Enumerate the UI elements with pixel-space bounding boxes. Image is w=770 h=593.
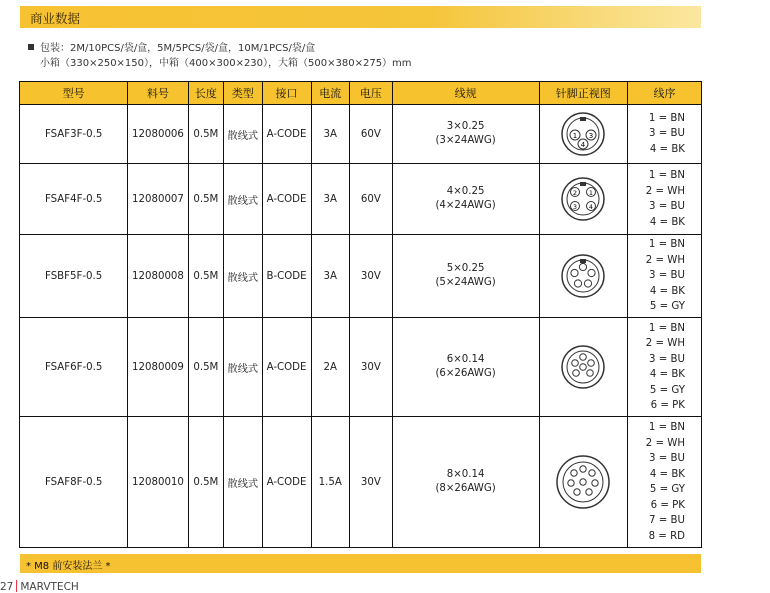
voltage-cell: 30V (350, 417, 393, 548)
wire-order-cell (628, 235, 702, 318)
wire-entry: 2 = WH (645, 254, 685, 266)
col-header: 型号 (20, 82, 128, 105)
wire-entry: 3 = BU (649, 353, 685, 365)
pin-5-icon (560, 253, 606, 299)
part-cell: 12080010 (128, 417, 188, 548)
wire-entry: 1 = BN (648, 112, 685, 124)
gauge-cell (392, 417, 539, 548)
pin-diagram-cell (539, 164, 628, 235)
voltage-cell: 30V (350, 235, 393, 318)
gauge-awg: (6×26AWG) (435, 368, 496, 379)
part-cell: 12080008 (128, 235, 188, 318)
brand-name: MARVTECH (20, 581, 79, 593)
section-title: 商业数据 (30, 11, 81, 26)
current-cell: 2A (311, 318, 350, 417)
wire-entry: 1 = BN (648, 422, 685, 433)
table-row (20, 105, 702, 164)
wire-entry: 2 = WH (645, 338, 685, 349)
voltage-cell: 60V (350, 105, 393, 164)
wire-entry: 1 = BN (648, 239, 685, 251)
model-cell: FSBF5F-0.5 (20, 235, 128, 318)
table-header-row (20, 82, 702, 105)
model-cell: FSAF6F-0.5 (20, 318, 128, 417)
footer-note-bar (20, 554, 701, 573)
current-cell: 3A (311, 105, 350, 164)
length-cell: 0.5M (188, 318, 223, 417)
gauge-value: 5×0.25 (446, 263, 485, 274)
gauge-awg: (3×24AWG) (435, 135, 496, 146)
wire-entry: 3 = BU (649, 201, 685, 212)
model-cell: FSAF3F-0.5 (20, 105, 128, 164)
type-cell: 散线式 (224, 417, 263, 548)
length-cell: 0.5M (188, 105, 223, 164)
wire-entry: 5 = GY (649, 384, 685, 396)
wire-entry: 6 = PK (650, 400, 685, 411)
length-cell: 0.5M (188, 164, 223, 235)
gauge-cell (392, 105, 539, 164)
pin-diagram-cell (539, 235, 628, 318)
col-header: 线规 (392, 82, 539, 105)
pin-label: 2 (573, 189, 578, 197)
wire-entry: 3 = BU (649, 270, 685, 282)
wire-order-cell (628, 164, 702, 235)
gauge-awg: (8×26AWG) (435, 483, 496, 494)
col-header: 料号 (128, 82, 188, 105)
pin-label: 3 (573, 203, 578, 211)
interface-cell: A-CODE (262, 105, 311, 164)
type-cell: 散线式 (224, 105, 263, 164)
pin-label: 1 (589, 189, 594, 197)
wire-entry: 4 = BK (649, 216, 685, 228)
part-cell: 12080007 (128, 164, 188, 235)
current-cell: 1.5A (311, 417, 350, 548)
col-header: 线序 (628, 82, 702, 105)
pin-label: 1 (573, 132, 578, 140)
gauge-awg: (4×24AWG) (435, 200, 496, 211)
page-number: 27 (0, 581, 14, 593)
current-cell: 3A (311, 235, 350, 318)
voltage-cell: 60V (350, 164, 393, 235)
packaging-line1: 包装：2M/10PCS/袋/盒，5M/5PCS/袋/盒，10M/1PCS/袋/盒 (40, 43, 316, 54)
footer-note: * M8 前安装法兰 * (26, 561, 111, 572)
pin-diagram-cell (539, 105, 628, 164)
wire-entry: 2 = WH (645, 437, 685, 449)
col-header: 长度 (188, 82, 223, 105)
table-row (20, 164, 702, 235)
current-cell: 3A (311, 164, 350, 235)
type-cell: 散线式 (224, 235, 263, 318)
type-cell: 散线式 (224, 318, 263, 417)
pin-label: 4 (581, 141, 586, 149)
packaging-info (28, 41, 412, 71)
section-header (20, 6, 701, 28)
col-header: 接口 (262, 82, 311, 105)
col-header: 针脚正视图 (539, 82, 628, 105)
pin-label: 4 (589, 203, 594, 211)
voltage-cell: 30V (350, 318, 393, 417)
wire-order-cell (628, 318, 702, 417)
length-cell: 0.5M (188, 417, 223, 548)
gauge-value: 4×0.25 (446, 186, 485, 197)
interface-cell: A-CODE (262, 417, 311, 548)
packaging-line2: 小箱（330×250×150），中箱（400×300×230），大箱（500×380×275）mm (40, 58, 412, 69)
part-cell: 12080009 (128, 318, 188, 417)
gauge-awg: (5×24AWG) (435, 277, 496, 288)
wire-entry: 6 = PK (650, 499, 685, 511)
pin-label: 3 (589, 132, 594, 140)
gauge-cell (392, 164, 539, 235)
table-row (20, 235, 702, 318)
interface-cell: B-CODE (262, 235, 311, 318)
wire-entry: 5 = GY (649, 301, 685, 313)
pin-diagram-cell (539, 318, 628, 417)
gauge-value: 8×0.14 (446, 469, 485, 480)
wire-entry: 1 = BN (648, 170, 685, 181)
gauge-cell (392, 318, 539, 417)
interface-cell: A-CODE (262, 164, 311, 235)
interface-cell: A-CODE (262, 318, 311, 417)
wire-entry: 3 = BU (649, 453, 685, 464)
wire-entry: 4 = BK (649, 369, 685, 380)
pin-diagram-cell (539, 417, 628, 548)
wire-entry: 4 = BK (649, 468, 685, 480)
wire-order-cell (628, 417, 702, 548)
gauge-cell (392, 235, 539, 318)
table-row (20, 417, 702, 548)
model-cell: FSAF8F-0.5 (20, 417, 128, 548)
wire-entry: 5 = GY (649, 484, 685, 495)
col-header: 电压 (350, 82, 393, 105)
bullet-icon (28, 44, 34, 50)
divider (16, 580, 17, 592)
wire-entry: 7 = BU (649, 515, 685, 526)
wire-entry: 4 = BK (649, 143, 685, 155)
pin-3-icon (560, 111, 606, 157)
pin-4-icon (560, 176, 606, 222)
page-footer (0, 580, 79, 593)
table-row (20, 318, 702, 417)
part-cell: 12080006 (128, 105, 188, 164)
product-table (19, 81, 702, 548)
gauge-value: 6×0.14 (446, 354, 485, 365)
gauge-value: 3×0.25 (446, 121, 485, 132)
pin-8-icon (555, 454, 611, 510)
pin-6-icon (560, 344, 606, 390)
wire-entry: 2 = WH (645, 185, 685, 197)
col-header: 电流 (311, 82, 350, 105)
wire-entry: 1 = BN (648, 322, 685, 334)
type-cell: 散线式 (224, 164, 263, 235)
wire-entry: 4 = BK (649, 285, 685, 297)
col-header: 类型 (224, 82, 263, 105)
wire-order-cell (628, 105, 702, 164)
length-cell: 0.5M (188, 235, 223, 318)
wire-entry: 3 = BU (649, 128, 685, 140)
model-cell: FSAF4F-0.5 (20, 164, 128, 235)
wire-entry: 8 = RD (648, 530, 685, 542)
